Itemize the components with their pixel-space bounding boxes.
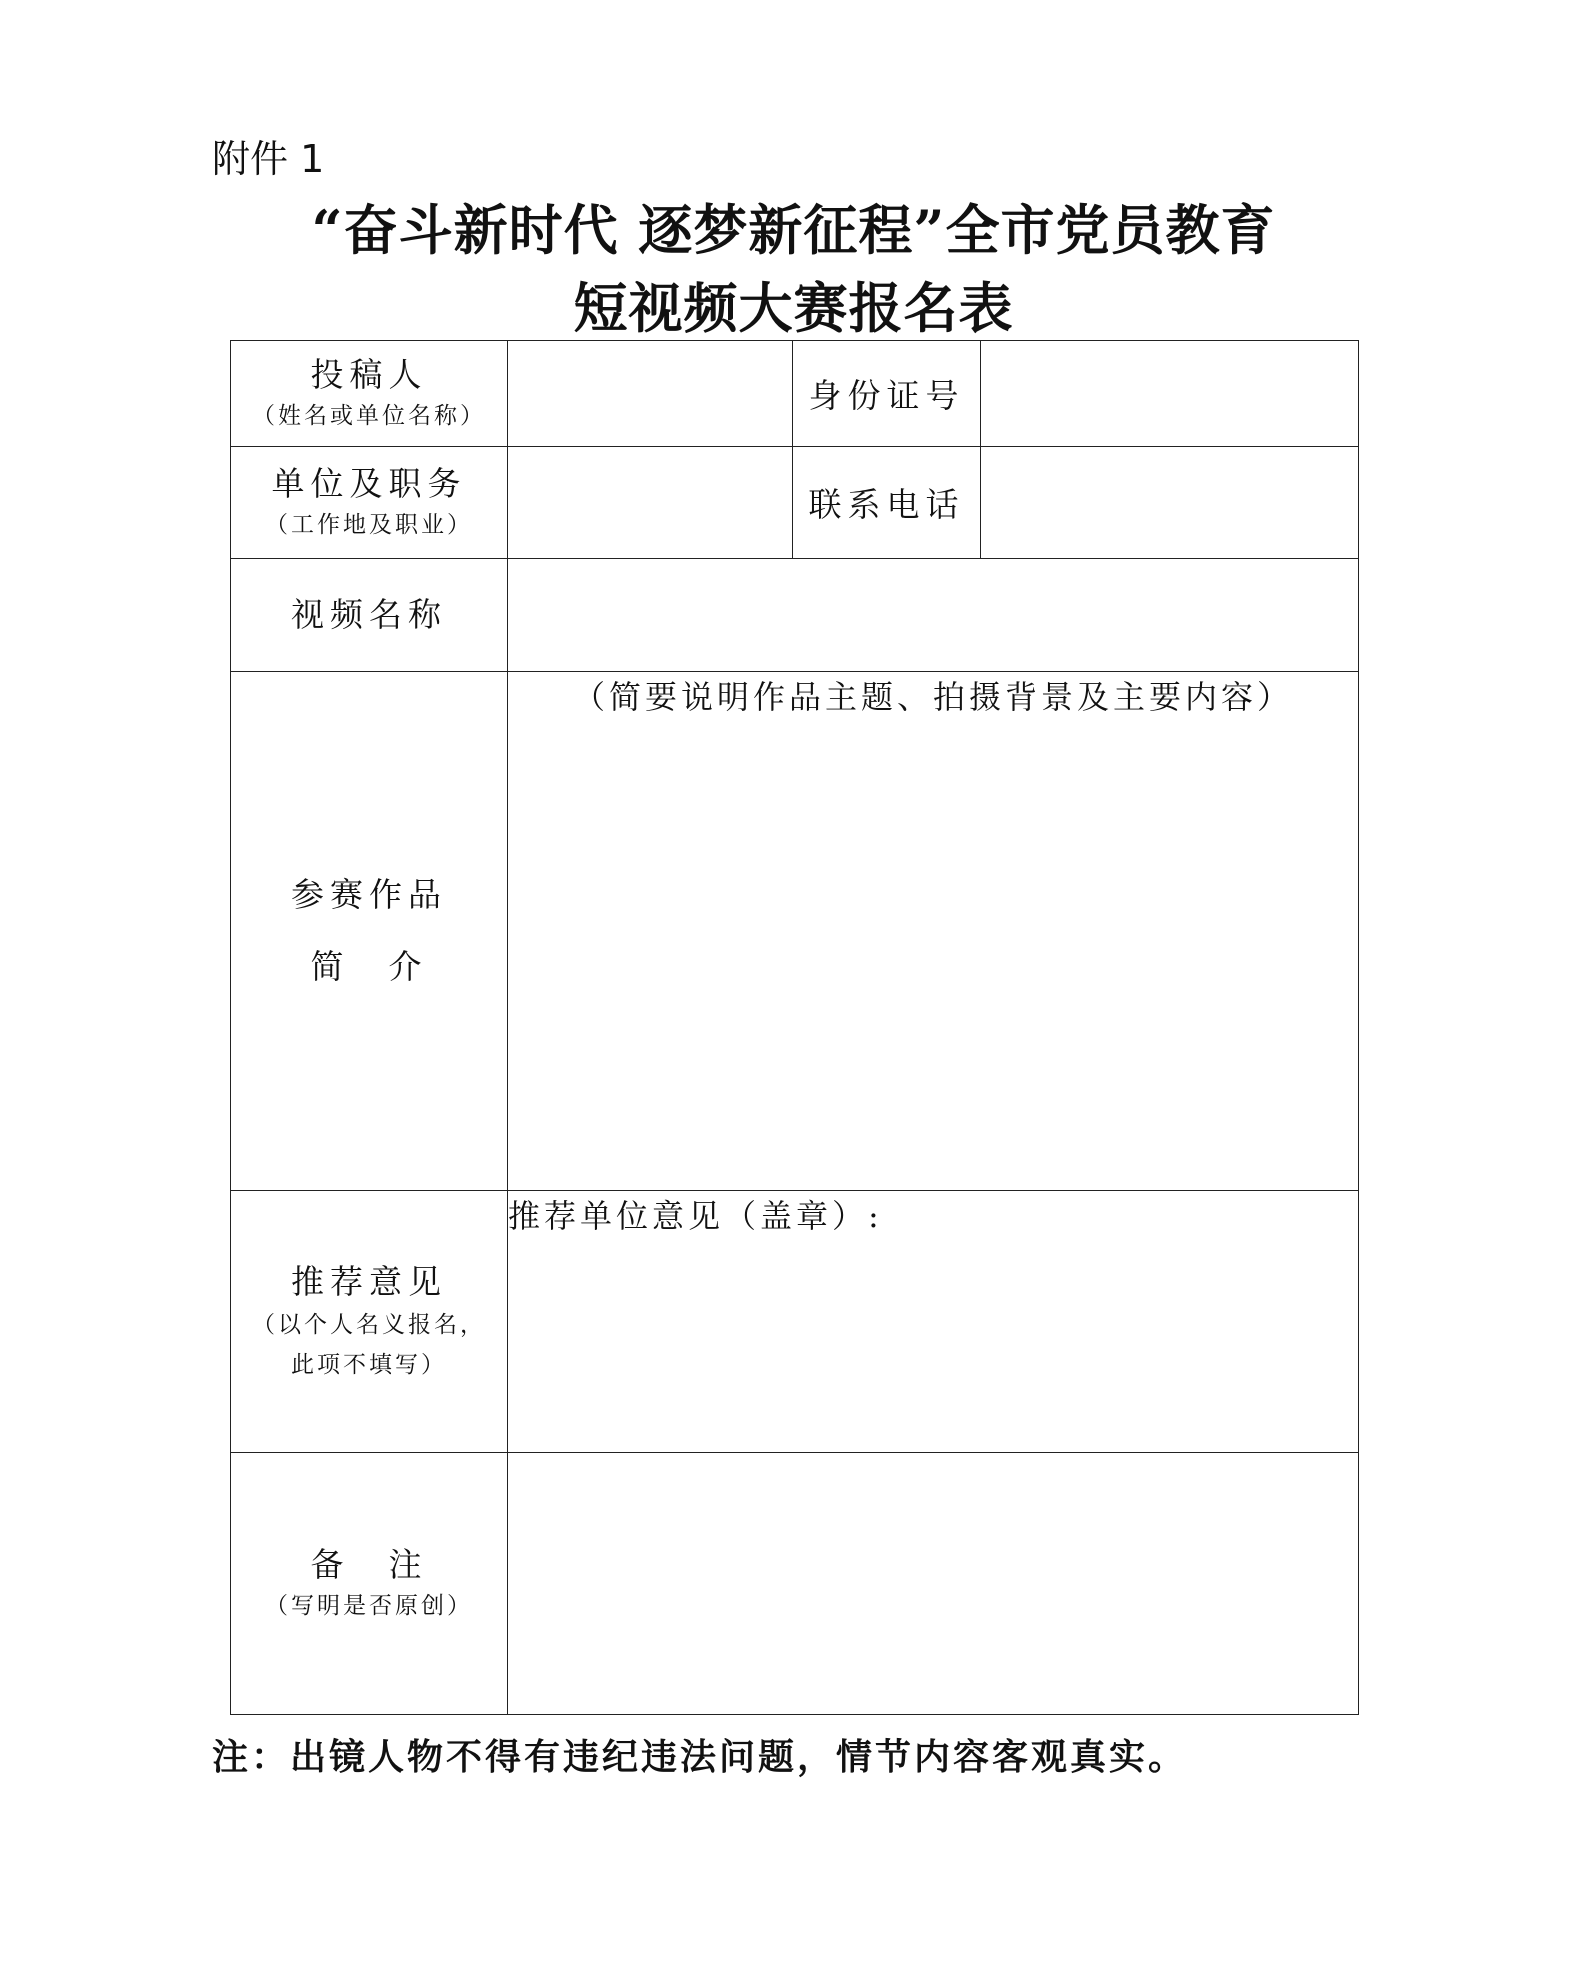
submitter-input-cell[interactable] (508, 341, 793, 447)
form-row-recommendation (231, 1191, 1359, 1453)
form-row-intro (231, 672, 1359, 1191)
remarks-label-cell (231, 1453, 508, 1715)
submitter-sub-label: （姓名或单位名称） (252, 402, 486, 429)
submitter-label-cell (231, 341, 508, 447)
form-row-remarks (231, 1453, 1359, 1715)
attachment-label: 附件 1 (212, 137, 325, 181)
video-name-label: 视频名称 (231, 559, 508, 672)
unit-position-label-cell (231, 447, 508, 559)
intro-input-cell[interactable] (508, 672, 1359, 1191)
id-number-label: 身份证号 (793, 341, 981, 447)
form-row-submitter (231, 341, 1359, 447)
unit-position-label: 单位及职务 (271, 463, 467, 503)
unit-position-input-cell[interactable] (508, 447, 793, 559)
document-title-line-1: “奋斗新时代 逐梦新征程”全市党员教育 (311, 198, 1276, 262)
phone-label: 联系电话 (793, 447, 981, 559)
intro-label-cell (231, 672, 508, 1191)
form-row-unit (231, 447, 1359, 559)
recommendation-sub-line-2: 此项不填写） (291, 1351, 447, 1378)
remarks-input-cell[interactable] (508, 1453, 1359, 1715)
intro-label-line-1: 参赛作品 (291, 875, 447, 914)
remarks-label: 备 注 (310, 1544, 428, 1584)
form-row-video-name (231, 559, 1359, 672)
unit-position-sub-label: （工作地及职业） (265, 511, 473, 538)
recommendation-label-cell (231, 1191, 508, 1453)
recommendation-label: 推荐意见 (291, 1261, 447, 1301)
remarks-sub-label: （写明是否原创） (265, 1592, 473, 1619)
recommendation-input-cell[interactable] (508, 1191, 1359, 1453)
intro-label-line-2: 简 介 (310, 947, 428, 986)
video-name-input-cell[interactable] (508, 559, 1359, 672)
recommendation-field-text: 推荐单位意见（盖章）: (508, 1197, 883, 1235)
id-number-input-cell[interactable] (981, 341, 1359, 447)
submitter-label: 投稿人 (310, 354, 428, 394)
phone-input-cell[interactable] (981, 447, 1359, 559)
recommendation-sub-line-1: （以个人名义报名， (252, 1311, 486, 1338)
intro-hint: （简要说明作品主题、拍摄背景及主要内容） (572, 678, 1293, 716)
registration-form-table (230, 340, 1359, 1715)
document-title-line-2: 短视频大赛报名表 (573, 276, 1014, 340)
footnote: 注：出镜人物不得有违纪违法问题，情节内容客观真实。 (212, 1736, 1188, 1778)
